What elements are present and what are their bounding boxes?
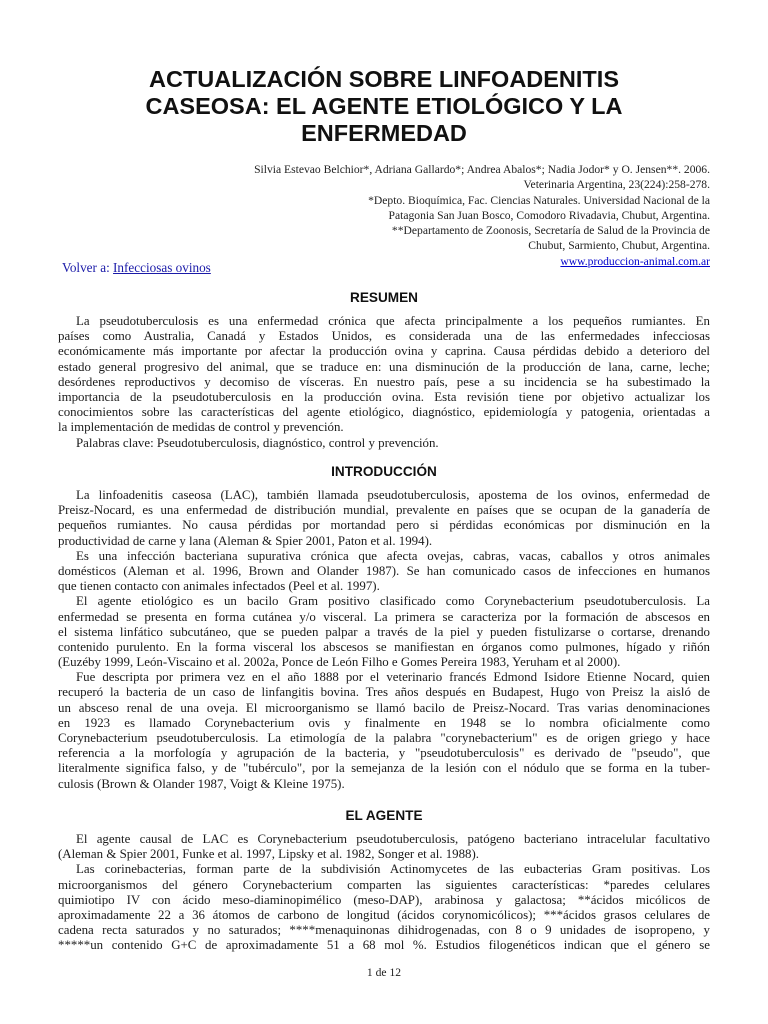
text-line: El agente causal de LAC es Corynebacterium pseudotuberculosis, patógeno bacteriano intracelular facultativo (76, 832, 710, 846)
page-number: 1 de 12 (366, 966, 402, 979)
text-line: Las corinebacterias, forman parte de la subdivisión Actinomycetes de las eubacterias Gram positivas. Los (76, 862, 710, 877)
text-line: conocimientos sobre las características del agente etiológico, diagnóstico, epidemiología y patogenia, orientadas a (58, 405, 710, 420)
resumen-body (58, 314, 710, 451)
section-heading-resumen: RESUMEN (350, 290, 418, 305)
text-line: (Aleman & Spier 2001, Funke et al. 1997, Lipsky et al. 1982, Songer et al. 1988). (58, 847, 480, 862)
volver-prefix: Volver a: (62, 260, 114, 275)
text-line: productividad de carne y lana (Aleman & Spier 2001, Paton et al. 1994). (58, 533, 433, 548)
text-line: cadena recta saturados y no saturados; ****menaquinonas dihidrogenadas, con 8 o 9 unidades de isopropeno, y (58, 923, 710, 938)
volver-link[interactable]: Infecciosas ovinos (113, 260, 211, 275)
text-line: aproximadamente 22 a 36 átomos de carbono de longitud (ácidos corynomicólicos); ***ácidos grasos celulares de (58, 907, 710, 922)
text-line: La linfoadenitis caseosa (LAC), también llamada pseudotuberculosis, apostema de los ovinos, enfermedad de (76, 488, 710, 502)
title-line-3: ENFERMEDAD (301, 120, 467, 146)
text-line: un absceso renal de una oveja. El microorganismo se llamó bacilo de Preisz-Nocard. Tras varias denominaciones (58, 700, 710, 715)
title-line-2: CASEOSA: EL AGENTE ETIOLÓGICO Y LA (145, 93, 623, 119)
text-line: Preisz-Nocard, es una enfermedad de distribución mundial, prevalente en países que se ocupan de la ganadería de (58, 503, 710, 518)
affiliation-line: Chubut, Sarmiento, Chubut, Argentina. (528, 239, 710, 253)
text-line: la implementación de medidas de control y prevención. (58, 420, 344, 435)
text-line: recuperó la bacteria de un caso de linfangitis bovina. Tres años después en Budapest, Hugo von Preisz la aisló de (58, 685, 710, 700)
text-line: Palabras clave: Pseudotuberculosis, diagnóstico, control y prevención. (76, 435, 439, 450)
section-heading-introduccion: INTRODUCCIÓN (331, 464, 437, 479)
section-heading-agente: EL AGENTE (345, 808, 423, 823)
text-line: pequeños rumiantes. No causa pérdidas por mortandad pero si pérdidas económicas por disminución en la (58, 518, 710, 533)
citation-line: Veterinaria Argentina, 23(224):258-278. (523, 178, 710, 192)
text-line: (Euzéby 1999, León-Viscaino et al. 2002a, Ponce de León Filho e Gomes Pereira 1983, Yeruham et al 2000). (58, 655, 621, 670)
text-line: culosis (Brown & Olander 1987, Voigt & Kleine 1975). (58, 776, 345, 791)
affiliation-line: *Depto. Bioquímica, Fac. Ciencias Naturales. Universidad Nacional de la (368, 193, 710, 207)
affiliation-line: **Departamento de Zoonosis, Secretaría de Salud de la Provincia de (391, 224, 710, 238)
text-line: domésticos (Aleman et al. 1996, Brown and Olander 1987). Se han comunicado casos de infecciones en humanos (58, 563, 710, 578)
text-line: *****un contenido G+C de aproximadamente 51 a 68 mol %. Estudios filogenéticos indican que el género se (58, 938, 710, 953)
text-line: literalmente significa falso, y de "tubérculo", por la semejanza de la lesión con el nódulo que se forma en la tuber- (58, 761, 710, 776)
text-line: La pseudotuberculosis es una enfermedad crónica que afecta principalmente a los pequeños rumiantes. En (76, 314, 710, 328)
text-line: microorganismos del género Corynebacterium comparten las siguientes características: *paredes celulares (58, 877, 710, 892)
text-line: Es una infección bacteriana supurativa crónica que afecta ovejas, cabras, vacas, caballos y otros animales (76, 548, 710, 563)
text-line: El agente etiológico es un bacilo Gram positivo clasificado como Corynebacterium pseudotuberculosis. La (76, 594, 710, 609)
text-line: países como Australia, Canadá y Estados Unidos, es considerada una de las enfermedades infecciosas (58, 329, 710, 344)
text-line: Corynebacterium pseudotuberculosis. La etimología de la palabra "corynebacterium" es de origen griego y hace (58, 731, 710, 745)
text-line: enfermedad se presenta en forma cutánea y/o visceral. La primera se caracteriza por la formación de abscesos en (58, 609, 710, 624)
authors-line: Silvia Estevao Belchior*, Adriana Gallardo*; Andrea Abalos*; Nadia Jodor* y O. Jensen**. 2006. (254, 163, 710, 176)
volver-nav (62, 260, 211, 276)
authors-block (70, 162, 710, 269)
text-line: importancia de la pseudotuberculosis en la producción ovina. Esta revisión tiene por objetivo actualizar los (58, 389, 710, 404)
text-line: el sistema linfático subcutáneo, que se pueden palpar a través de la piel y pueden fistulizarse o cortarse, drenando (58, 624, 710, 639)
title-line-1: ACTUALIZACIÓN SOBRE LINFOADENITIS (149, 66, 619, 92)
text-line: desórdenes reproductivos y decomiso de vísceras. En nuestro país, pese a su incidencia se ha subestimado la (58, 374, 710, 389)
agente-body (58, 832, 710, 954)
introduccion-body (58, 488, 710, 792)
website-link[interactable]: www.produccion-animal.com.ar (560, 254, 710, 268)
text-line: contenido purulento. En la forma visceral los abscesos se manifiestan en órganos como pulmones, hígado y riñón (58, 639, 710, 654)
text-line: en 1923 es llamado Corynebacterium ovis y finalmente en 1948 se lo nombra oficialmente como (58, 715, 710, 730)
text-line: estado general progresivo del animal, que se traduce en: una disminución de la producción de lana, carne, leche; (58, 359, 710, 374)
text-line: Fue descripta por primera vez en el año 1888 por el veterinario francés Edmond Isidore Etienne Nocard, quien (76, 670, 710, 685)
text-line: económicamente más importante por afectar la producción ovina y caprina. Causa pérdidas debido a deterioro del (58, 344, 710, 359)
text-line: referencia a la morfología y agrupación de la bacteria, y "pseudotuberculosis" es derivado de "pseudo", que (58, 746, 710, 761)
affiliation-line: Patagonia San Juan Bosco, Comodoro Rivadavia, Chubut, Argentina. (388, 208, 710, 222)
document-title (40, 66, 728, 147)
text-line: que tienen contacto con animales infectados (Peel et al. 1997). (58, 579, 380, 594)
text-line: quimiotipo IV con ácido meso-diaminopimélico (meso-DAP), arabinosa y galactosa; **ácidos micólicos de (58, 892, 710, 907)
